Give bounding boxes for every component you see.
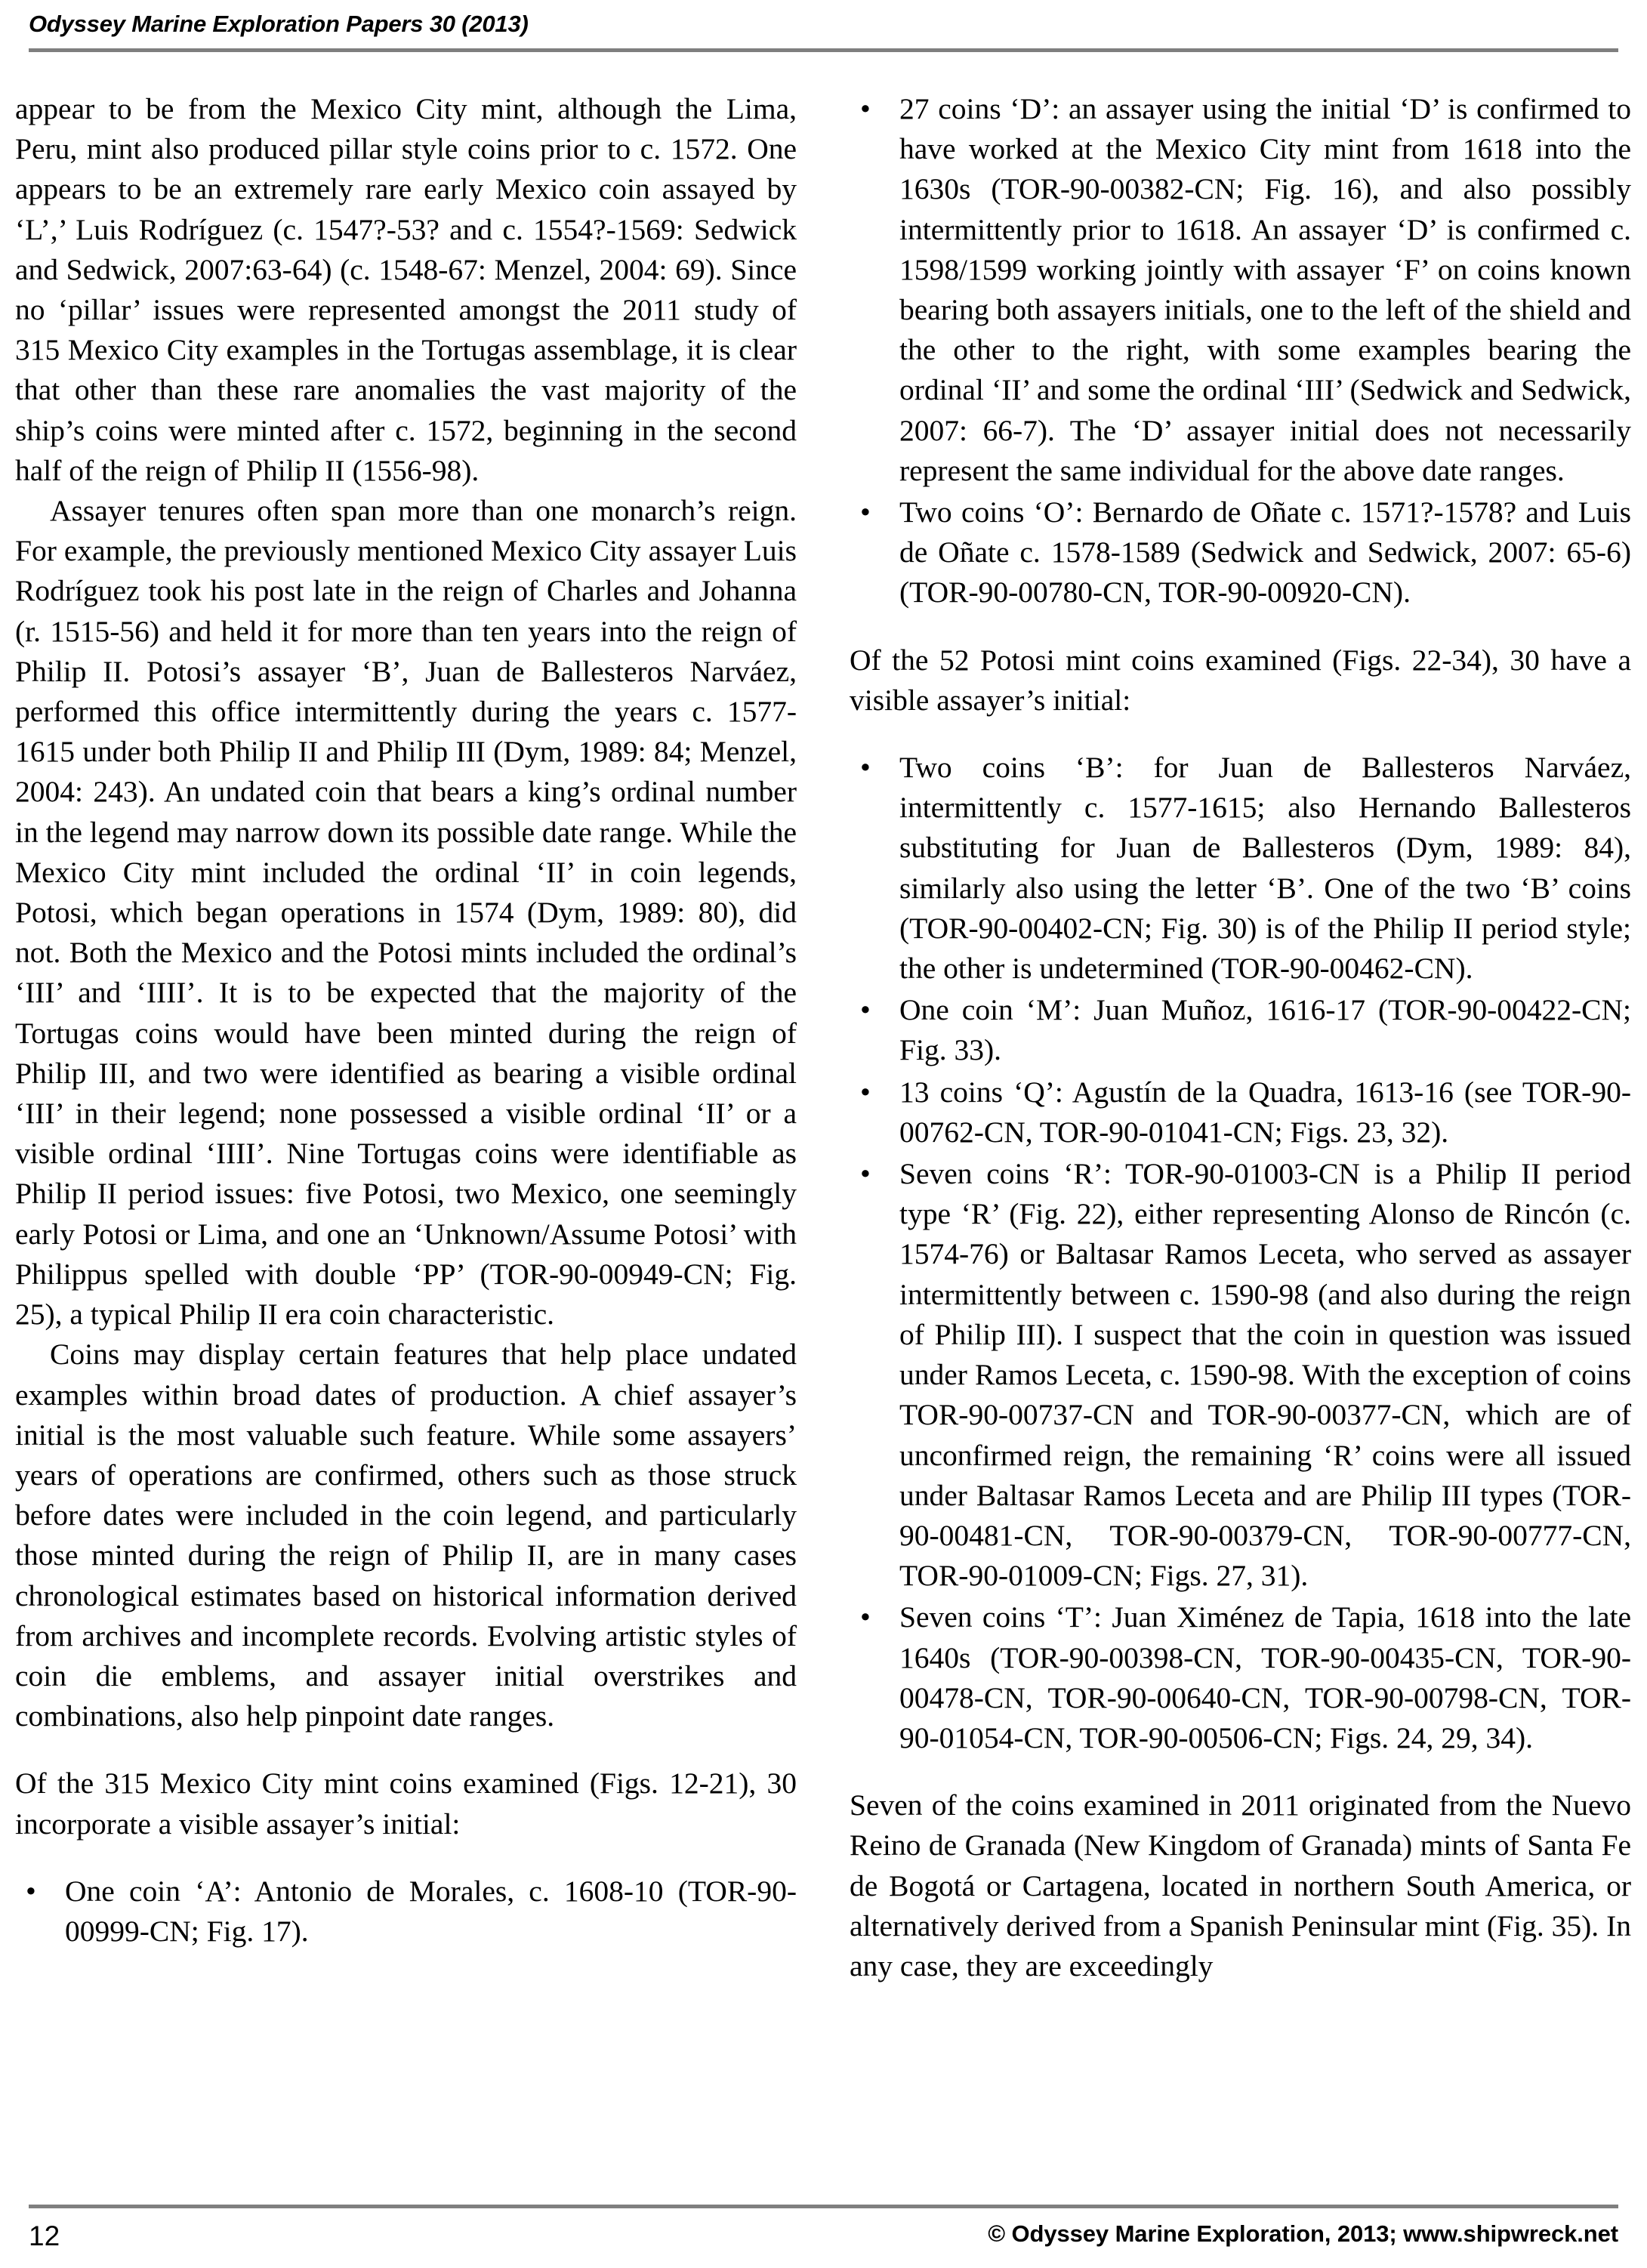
two-column-body	[15, 89, 1632, 2181]
header-rule	[29, 48, 1618, 52]
list-item	[15, 1871, 797, 1952]
bullet-icon: •	[860, 92, 871, 125]
paragraph-mexico-city-intro: Of the 315 Mexico City mint coins examined (Figs. 12-21), 30 incorporate a visible assayer’s initial:	[15, 1767, 797, 1841]
mexico-bullet-list-continued	[850, 89, 1631, 613]
list-item	[850, 748, 1631, 989]
footer-rule	[29, 2205, 1618, 2208]
right-column	[850, 89, 1631, 2181]
paragraph-coin-features: Coins may display certain features that help place undated examples within broad dates of production. A chief assayer’s initial is the most valuable such feature. While some assayers’ years of operations are confirmed, others such as those struck before dates were included in the coin legend, and particularly those minted during the reign of Philip II, are in many cases chronological estimates based on historical information derived from archives and incomplete records. Evolving artistic styles of coin die emblems, and assayer initial overstrikes and combinations, also help pinpoint date ranges.	[15, 1338, 797, 1733]
bullet-icon: •	[860, 1600, 871, 1634]
list-item-text: Seven coins ‘R’: TOR-90-01003-CN is a Philip II period type ‘R’ (Fig. 22), either representing Alonso de Rincón (c. 1574-76) or Baltasar Ramos Leceta, who served as assayer intermittently between c. 1590-98 (and also during the reign of Philip III). I suspect that the coin in question was issued under Ramos Leceta, c. 1590-98. With the exception of coins TOR-90-00737-CN and TOR-90-00377-CN, which are of unconfirmed reign, the remaining ‘R’ coins were all issued under Baltasar Ramos Leceta and are Philip III types (TOR-90-00481-CN, TOR-90-00379-CN, TOR-90-00777-CN, TOR-90-01009-CN; Figs. 27, 31).	[899, 1157, 1631, 1593]
list-item-text: Two coins ‘B’: for Juan de Ballesteros Narváez, intermittently c. 1577-1615; also Hernando Ballesteros substituting for Juan de Ballesteros (Dym, 1989: 84), similarly also using the letter ‘B’. One of the two ‘B’ coins (TOR-90-00402-CN; Fig. 30) is of the Philip II period style; the other is undetermined (TOR-90-00462-CN).	[899, 751, 1631, 986]
copyright-notice: © Odyssey Marine Exploration, 2013; www.shipwreck.net	[988, 2220, 1618, 2247]
bullet-icon: •	[860, 1157, 871, 1191]
list-item	[850, 990, 1631, 1070]
bullet-icon: •	[860, 993, 871, 1027]
page-footer	[29, 2220, 1618, 2266]
list-item	[850, 492, 1631, 613]
list-item-text: 27 coins ‘D’: an assayer using the initial ‘D’ is confirmed to have worked at the Mexico City mint from 1618 into the 1630s (TOR-90-00382-CN; Fig. 16), and also possibly intermittently prior to 1618. An assayer ‘D’ is confirmed c. 1598/1599 working jointly with assayer ‘F’ on coins known bearing both assayers initials, one to the left of the shield and the other to the right, with some examples bearing the ordinal ‘II’ and some the ordinal ‘III’ (Sedwick and Sedwick, 2007: 66-7). The ‘D’ assayer initial does not necessarily represent the same individual for the above date ranges.	[899, 92, 1631, 487]
paragraph-continuation: appear to be from the Mexico City mint, although the Lima, Peru, mint also produced pillar style coins prior to c. 1572. One appears to be an extremely rare early Mexico coin assayed by ‘L’,’ Luis Rodríguez (c. 1547?-53? and c. 1554?-1569: Sedwick and Sedwick, 2007:63-64) (c. 1548-67: Menzel, 2004: 69). Since no ‘pillar’ issues were represented amongst the 2011 study of 315 Mexico City examples in the Tortugas assemblage, it is clear that other than these rare anomalies the vast majority of the ship’s coins were minted after c. 1572, beginning in the second half of the reign of Philip II (1556-98).	[15, 92, 797, 487]
list-item-text: Two coins ‘O’: Bernardo de Oñate c. 1571?-1578? and Luis de Oñate c. 1578-1589 (Sedwick and Sedwick, 2007: 65-6) (TOR-90-00780-CN, TOR-90-00920-CN).	[899, 495, 1631, 609]
paragraph-nuevo-reino-granada: Seven of the coins examined in 2011 originated from the Nuevo Reino de Granada (New Kingdom of Granada) mints of Santa Fe de Bogotá or Cartagena, located in northern South America, or alternatively derived from a Spanish Peninsular mint (Fig. 35). In any case, they are exceedingly	[850, 1788, 1631, 1983]
running-head	[29, 11, 1618, 63]
bullet-icon: •	[860, 751, 871, 785]
list-item	[850, 89, 1631, 491]
bullet-icon: •	[860, 495, 871, 529]
list-item	[850, 1072, 1631, 1153]
list-item-text: One coin ‘M’: Juan Muñoz, 1616-17 (TOR-90-00422-CN; Fig. 33).	[899, 993, 1631, 1067]
paragraph-assayer-tenures: Assayer tenures often span more than one monarch’s reign. For example, the previously mentioned Mexico City assayer Luis Rodríguez took his post late in the reign of Charles and Johanna (r. 1515-56) and held it for more than ten years into the reign of Philip II. Potosi’s assayer ‘B’, Juan de Ballesteros Narváez, performed this office intermittently during the years c. 1577-1615 under both Philip II and Philip III (Dym, 1989: 84; Menzel, 2004: 243). An undated coin that bears a king’s ordinal number in the legend may narrow down its possible date range. While the Mexico City mint included the ordinal ‘II’ in coin legends, Potosi, which began operations in 1574 (Dym, 1989: 80), did not. Both the Mexico and the Potosi mints included the ordinal’s ‘III’ and ‘IIII’. It is to be expected that the majority of the Tortugas coins would have been minted during the reign of Philip III, and two were identified as bearing a visible ordinal ‘III’ in their legend; none possessed a visible ordinal ‘II’ or a visible ordinal ‘IIII’. Nine Tortugas coins were identifiable as Philip II period issues: five Potosi, two Mexico, one seemingly early Potosi or Lima, and one an ‘Unknown/Assume Potosi’ with Philippus spelled with double ‘PP’ (TOR-90-00949-CN; Fig. 25), a typical Philip II era coin characteristic.	[15, 494, 797, 1331]
mexico-bullet-list	[15, 1871, 797, 1952]
list-item-text: 13 coins ‘Q’: Agustín de la Quadra, 1613-16 (see TOR-90-00762-CN, TOR-90-01041-CN; Figs. 23, 32).	[899, 1075, 1631, 1149]
running-head-title: Odyssey Marine Exploration Papers 30 (2013)	[29, 11, 529, 37]
list-item	[850, 1597, 1631, 1758]
bullet-icon: •	[26, 1874, 36, 1908]
left-column	[15, 89, 797, 2181]
paragraph-potosi-intro: Of the 52 Potosi mint coins examined (Figs. 22-34), 30 have a visible assayer’s initial:	[850, 643, 1631, 717]
bullet-icon: •	[860, 1075, 871, 1109]
potosi-bullet-list	[850, 748, 1631, 1758]
list-item-text: Seven coins ‘T’: Juan Ximénez de Tapia, 1618 into the late 1640s (TOR-90-00398-CN, TOR-90-00435-CN, TOR-90-00478-CN, TOR-90-00640-CN, TOR-90-00798-CN, TOR-90-01054-CN, TOR-90-00506-CN; Figs. 24, 29, 34).	[899, 1600, 1631, 1754]
page-number: 12	[29, 2220, 60, 2251]
list-item	[850, 1154, 1631, 1596]
list-item-text: One coin ‘A’: Antonio de Morales, c. 1608-10 (TOR-90-00999-CN; Fig. 17).	[65, 1874, 797, 1948]
